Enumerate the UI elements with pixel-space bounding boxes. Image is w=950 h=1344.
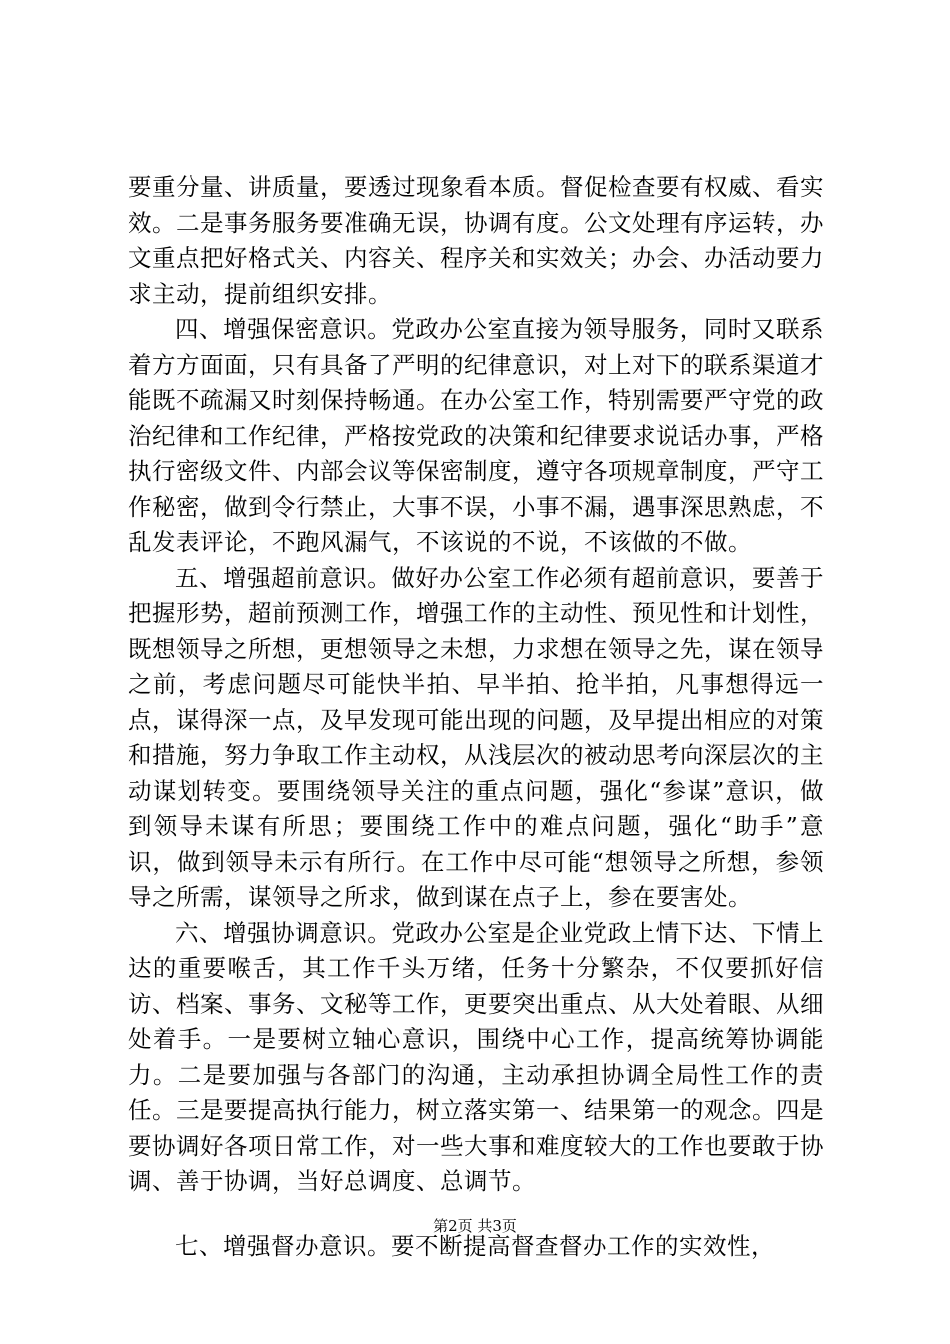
paragraph-security-awareness: 四、增强保密意识。党政办公室直接为领导服务，同时又联系着方方面面，只有具备了严明的纪律意识，对上对下的联系渠道才能既不疏漏又时刻保持畅通。在办公室工作，特别需要严守党的政治纪律和工作纪律，严格按党政的决策和纪律要求说话办事，严格执行密级文件、内部会议等保密制度，遵守各项规章制度，严守工作秘密，做到令行禁止，大事不误，小事不漏，遇事深思熟虑，不乱发表评论，不跑风漏气，不该说的不说，不该做的不做。: [128, 315, 824, 556]
paragraph-forward-awareness: 五、增强超前意识。做好办公室工作必须有超前意识，要善于把握形势，超前预测工作，增强工作的主动性、预见性和计划性，既想领导之所想，更想领导之未想，力求想在领导之先，谋在领导之前，考虑问题尽可能快半拍、早半拍、抢半拍，凡事想得远一点，谋得深一点，及早发现可能出现的问题，及早提出相应的对策和措施，努力争取工作主动权，从浅层次的被动思考向深层次的主动谋划转变。要围绕领导关注的重点问题，强化“参谋”意识，做到领导未谋有所思；要围绕工作中的难点问题，强化“助手”意识，做到领导未示有所行。在工作中尽可能“想领导之所想，参领导之所需，谋领导之所求，做到谋在点子上，参在要害处。: [128, 563, 824, 911]
page-footer: 第2页 共3页: [433, 1217, 517, 1235]
paragraph-continuation: 要重分量、讲质量，要透过现象看本质。督促检查要有权威、看实效。二是事务服务要准确无误，协调有度。公文处理有序运转，办文重点把好格式关、内容关、程序关和实效关；办会、办活动要力求主动，提前组织安排。: [128, 173, 824, 308]
paragraph-coordination-awareness: 六、增强协调意识。党政办公室是企业党政上情下达、下情上达的重要喉舌，其工作千头万绪，任务十分繁杂，不仅要抓好信访、档案、事务、文秘等工作，更要突出重点、从大处着眼、从细处着手。一是要树立轴心意识，围绕中心工作，提高统筹协调能力。二是要加强与各部门的沟通，主动承担协调全局性工作的责任。三是要提高执行能力，树立落实第一、结果第一的观念。四是要协调好各项日常工作，对一些大事和难度较大的工作也要敢于协调、善于协调，当好总调度、总调节。: [128, 918, 824, 1195]
document-body: [128, 170, 824, 1264]
paragraph-supervision-awareness: 七、增强督办意识。要不断提高督查督办工作的实效性，: [175, 1231, 775, 1260]
